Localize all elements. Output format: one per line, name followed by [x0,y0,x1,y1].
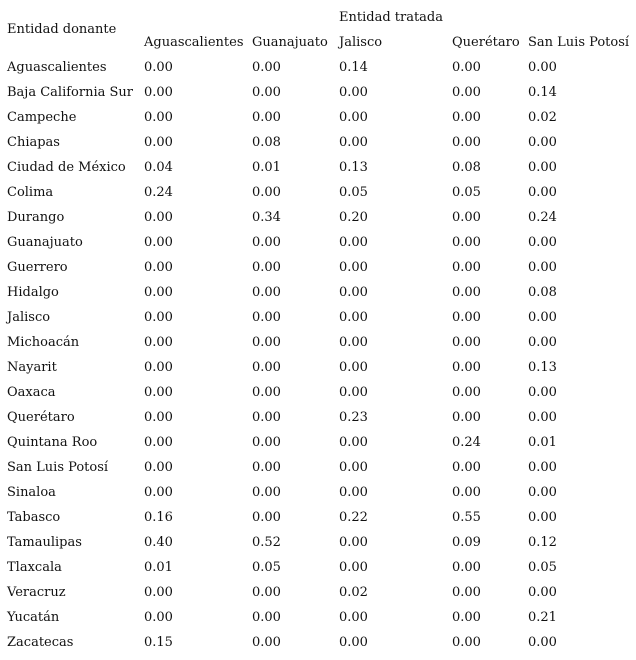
entity-name: Tlaxcala [7,560,62,575]
value-cell: 0.05 [252,560,281,575]
value-cell: 0.00 [252,235,281,250]
table-row [0,335,636,360]
table-row [0,410,636,435]
value-cell: 0.00 [452,60,481,75]
value-cell: 0.00 [144,410,173,425]
value-cell: 0.00 [528,310,557,325]
table-row [0,160,636,185]
table-row [0,385,636,410]
table-row [0,610,636,635]
value-cell: 0.00 [144,135,173,150]
value-cell: 0.00 [452,360,481,375]
value-cell: 0.00 [252,410,281,425]
value-cell: 0.00 [252,85,281,100]
entity-name: Nayarit [7,360,57,375]
value-cell: 0.00 [528,135,557,150]
value-cell: 0.00 [144,260,173,275]
value-cell: 0.00 [452,210,481,225]
value-cell: 0.00 [339,135,368,150]
value-cell: 0.00 [339,485,368,500]
value-cell: 0.00 [452,110,481,125]
entity-name: Oaxaca [7,385,56,400]
table-header [0,0,636,56]
value-cell: 0.00 [452,285,481,300]
value-cell: 0.00 [528,260,557,275]
value-cell: 0.00 [528,460,557,475]
table-row [0,635,636,660]
value-cell: 0.00 [144,485,173,500]
entity-name: Tabasco [7,510,61,525]
column-header-aguascalientes: Aguascalientes [144,35,244,50]
value-cell: 0.00 [452,460,481,475]
value-cell: 0.00 [144,435,173,450]
entity-name: Quintana Roo [7,435,98,450]
value-cell: 0.00 [144,460,173,475]
value-cell: 0.00 [528,235,557,250]
value-cell: 0.00 [452,585,481,600]
value-cell: 0.00 [452,260,481,275]
column-header-jalisco: Jalisco [339,35,383,50]
entity-name: Colima [7,185,54,200]
value-cell: 0.24 [144,185,173,200]
value-cell: 0.16 [144,510,173,525]
value-cell: 0.01 [528,435,557,450]
entity-name: Ciudad de México [7,160,126,175]
value-cell: 0.00 [339,335,368,350]
value-cell: 0.00 [452,610,481,625]
value-cell: 0.00 [528,185,557,200]
table-row [0,510,636,535]
table-row [0,460,636,485]
entity-name: Guerrero [7,260,68,275]
value-cell: 0.00 [452,560,481,575]
table-row [0,235,636,260]
value-cell: 0.00 [339,285,368,300]
value-cell: 0.00 [144,360,173,375]
value-cell: 0.00 [144,110,173,125]
value-cell: 0.04 [144,160,173,175]
entity-name: Chiapas [7,135,60,150]
entity-name: Jalisco [7,310,51,325]
group-header-label: Entidad tratada [339,10,444,25]
value-cell: 0.00 [339,385,368,400]
value-cell: 0.00 [144,235,173,250]
value-cell: 0.02 [339,585,368,600]
value-cell: 0.00 [339,560,368,575]
value-cell: 0.08 [528,285,557,300]
column-header-san-luis-potosi: San Luis Potosí [528,35,630,50]
value-cell: 0.00 [452,235,481,250]
value-cell: 0.00 [452,335,481,350]
value-cell: 0.13 [339,160,368,175]
value-cell: 0.00 [339,535,368,550]
value-cell: 0.05 [452,185,481,200]
value-cell: 0.00 [252,460,281,475]
row-header-label: Entidad donante [7,22,117,37]
value-cell: 0.00 [252,360,281,375]
value-cell: 0.55 [452,510,481,525]
value-cell: 0.00 [528,385,557,400]
value-cell: 0.00 [339,435,368,450]
entity-name: Baja California Sur [7,85,133,100]
value-cell: 0.00 [528,585,557,600]
entity-name: Durango [7,210,65,225]
value-cell: 0.00 [252,510,281,525]
value-cell: 0.00 [452,135,481,150]
value-cell: 0.21 [528,610,557,625]
table-row [0,185,636,210]
value-cell: 0.00 [339,310,368,325]
table-row [0,60,636,85]
value-cell: 0.00 [339,635,368,650]
value-cell: 0.00 [252,60,281,75]
entity-name: Tamaulipas [7,535,82,550]
value-cell: 0.00 [144,335,173,350]
value-cell: 0.08 [252,135,281,150]
value-cell: 0.00 [528,335,557,350]
value-cell: 0.00 [452,310,481,325]
table-row [0,260,636,285]
entity-name: Zacatecas [7,635,74,650]
value-cell: 0.00 [452,485,481,500]
value-cell: 0.22 [339,510,368,525]
table-row [0,135,636,160]
value-cell: 0.09 [452,535,481,550]
value-cell: 0.00 [252,385,281,400]
table-row [0,535,636,560]
value-cell: 0.00 [252,585,281,600]
value-cell: 0.00 [339,460,368,475]
table-row [0,210,636,235]
value-cell: 0.00 [144,85,173,100]
table-row [0,285,636,310]
value-cell: 0.34 [252,210,281,225]
value-cell: 0.00 [339,260,368,275]
value-cell: 0.24 [528,210,557,225]
column-header-queretaro: Querétaro [452,35,520,50]
entity-name: Hidalgo [7,285,59,300]
value-cell: 0.00 [528,60,557,75]
table-row [0,485,636,510]
table-row [0,310,636,335]
table-row [0,585,636,610]
value-cell: 0.00 [252,435,281,450]
value-cell: 0.00 [528,160,557,175]
value-cell: 0.00 [528,635,557,650]
entity-name: Aguascalientes [7,60,107,75]
value-cell: 0.05 [339,185,368,200]
value-cell: 0.00 [144,60,173,75]
value-cell: 0.00 [452,385,481,400]
value-cell: 0.15 [144,635,173,650]
value-cell: 0.00 [252,285,281,300]
table-row [0,560,636,585]
value-cell: 0.00 [144,210,173,225]
entity-name: Guanajuato [7,235,83,250]
entity-name: Veracruz [7,585,66,600]
value-cell: 0.05 [528,560,557,575]
value-cell: 0.00 [528,410,557,425]
value-cell: 0.00 [452,635,481,650]
value-cell: 0.24 [452,435,481,450]
value-cell: 0.00 [528,510,557,525]
value-cell: 0.20 [339,210,368,225]
value-cell: 0.01 [144,560,173,575]
value-cell: 0.00 [252,110,281,125]
value-cell: 0.02 [528,110,557,125]
entity-name: Yucatán [7,610,60,625]
column-header-guanajuato: Guanajuato [252,35,328,50]
value-cell: 0.00 [144,385,173,400]
value-cell: 0.00 [339,235,368,250]
entity-name: Campeche [7,110,77,125]
value-cell: 0.00 [252,610,281,625]
value-cell: 0.14 [339,60,368,75]
value-cell: 0.00 [452,85,481,100]
value-cell: 0.00 [144,310,173,325]
value-cell: 0.13 [528,360,557,375]
value-cell: 0.00 [452,410,481,425]
value-cell: 0.01 [252,160,281,175]
entity-name: San Luis Potosí [7,460,109,475]
value-cell: 0.00 [339,85,368,100]
value-cell: 0.00 [144,585,173,600]
value-cell: 0.52 [252,535,281,550]
value-cell: 0.23 [339,410,368,425]
value-cell: 0.00 [252,260,281,275]
value-cell: 0.00 [339,610,368,625]
value-cell: 0.00 [252,335,281,350]
value-cell: 0.00 [252,310,281,325]
value-cell: 0.14 [528,85,557,100]
entity-name: Sinaloa [7,485,56,500]
value-cell: 0.00 [144,610,173,625]
value-cell: 0.00 [339,110,368,125]
table-row [0,360,636,385]
entity-name: Michoacán [7,335,80,350]
table-row [0,435,636,460]
table-row [0,110,636,135]
value-cell: 0.12 [528,535,557,550]
value-cell: 0.00 [339,360,368,375]
value-cell: 0.08 [452,160,481,175]
value-cell: 0.00 [252,185,281,200]
value-cell: 0.00 [144,285,173,300]
value-cell: 0.00 [252,485,281,500]
value-cell: 0.00 [252,635,281,650]
entity-name: Querétaro [7,410,75,425]
table-row [0,85,636,110]
value-cell: 0.40 [144,535,173,550]
value-cell: 0.00 [528,485,557,500]
